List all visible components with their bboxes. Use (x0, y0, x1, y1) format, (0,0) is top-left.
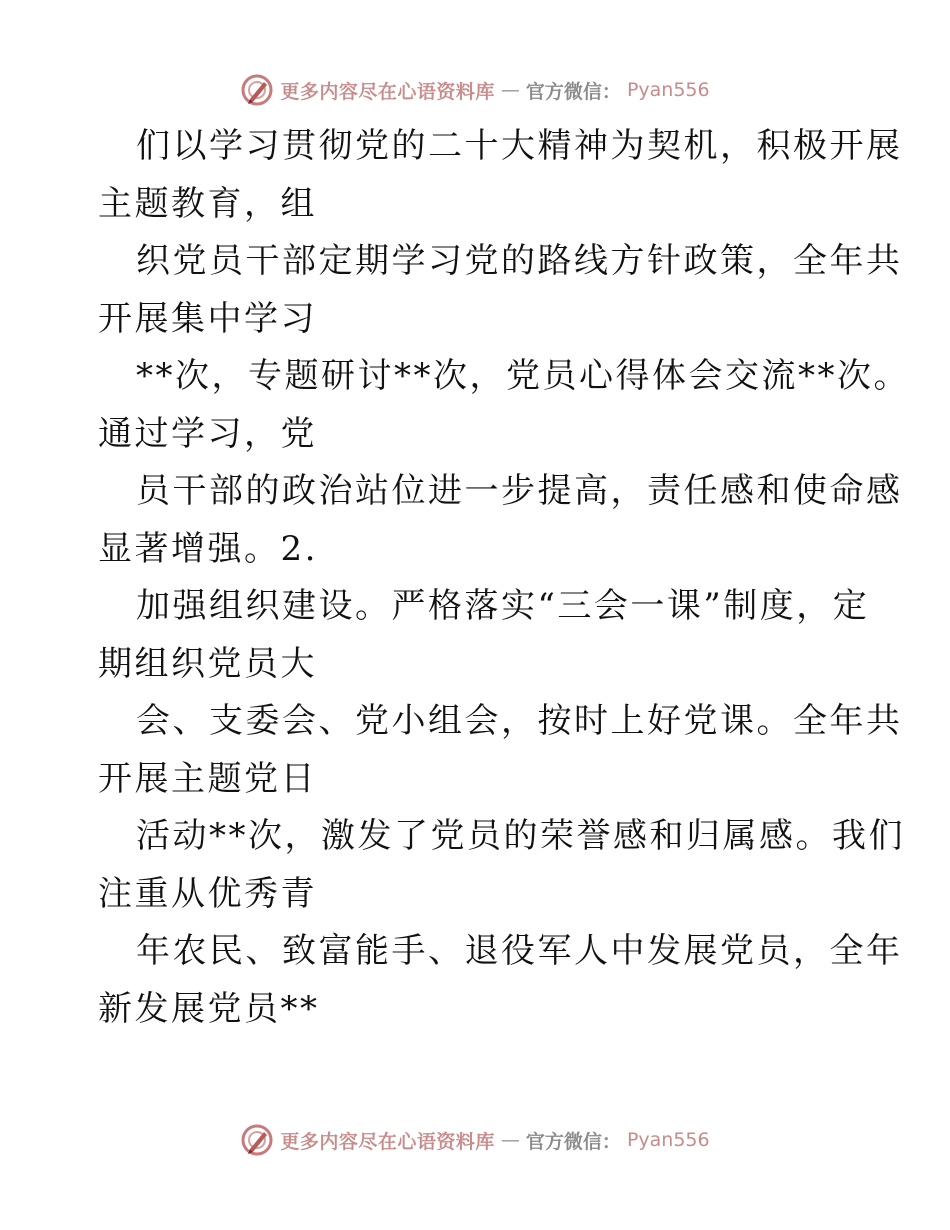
watermark-text: 更多内容尽在心语资料库 (280, 1130, 495, 1153)
paragraph (98, 808, 905, 923)
paragraph-line: 新发展党员** (98, 988, 320, 1029)
watermark-separator: — (500, 1129, 520, 1151)
paragraph (98, 463, 903, 578)
paragraph-line: 会、支委会、党小组会，按时上好党课。全年共 (136, 701, 903, 741)
watermark-separator: — (500, 79, 520, 101)
paragraph (98, 233, 903, 348)
paragraph-line: 织党员干部定期学习党的路线方针政策，全年共 (136, 241, 903, 281)
watermark-wechat-id: Pyan556 (626, 1129, 710, 1151)
watermark-wechat-label: 官方微信： (525, 1130, 621, 1153)
watermark-wechat-label: 官方微信： (525, 80, 621, 103)
paragraph-line: 活动**次，激发了党员的荣誉感和归属感。我们 (136, 816, 905, 856)
paragraph-line: 开展集中学习 (98, 298, 317, 339)
paragraph (98, 348, 910, 463)
paragraph-line: 员干部的政治站位进一步提高，责任感和使命感 (136, 471, 903, 511)
paragraph-line: 加强组织建设。严格落实“三会一课”制度，定 (136, 586, 870, 626)
pen-logo-icon (240, 73, 274, 107)
paragraph-line: 注重从优秀青 (98, 873, 317, 914)
paragraph-line: 显著增强。2. (98, 528, 318, 569)
header-watermark (0, 70, 950, 110)
paragraph-line: **次，专题研讨**次，党员心得体会交流**次。 (136, 356, 910, 396)
paragraph (98, 923, 903, 1038)
watermark-text: 更多内容尽在心语资料库 (280, 80, 495, 103)
paragraph-line: 们以学习贯彻党的二十大精神为契机，积极开展 (136, 126, 903, 166)
paragraph-line: 主题教育，组 (98, 183, 317, 224)
paragraph-line: 期组织党员大 (98, 643, 317, 684)
paragraph (98, 693, 903, 808)
paragraph-line: 通过学习，党 (98, 413, 317, 454)
paragraph (98, 118, 903, 233)
document-body (98, 118, 910, 1038)
watermark-wechat-id: Pyan556 (626, 79, 710, 101)
paragraph (98, 578, 870, 693)
footer-watermark (0, 1120, 950, 1160)
pen-logo-icon (240, 1123, 274, 1157)
paragraph-line: 开展主题党日 (98, 758, 317, 799)
paragraph-line: 年农民、致富能手、退役军人中发展党员，全年 (136, 931, 903, 971)
